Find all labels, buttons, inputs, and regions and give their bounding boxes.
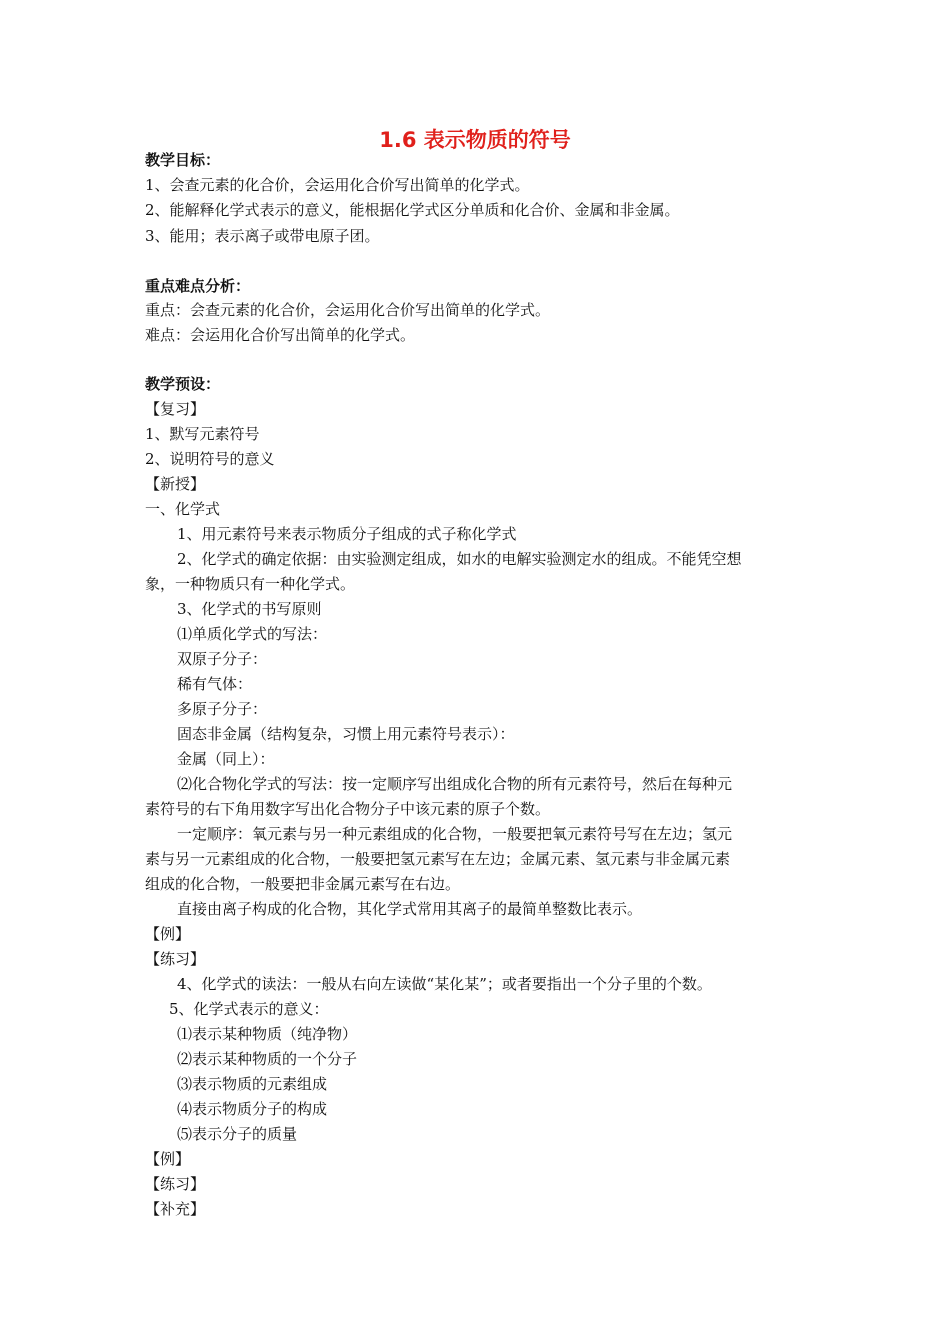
meaning-item: ⑵表示某种物质的一个分子 <box>177 1050 358 1068</box>
review-tag: 【复习】 <box>145 400 206 418</box>
paragraph-continued: 组成的化合物，一般要把非金属元素写在右边。 <box>145 875 461 893</box>
page-title: 1.6 表示物质的符号 <box>379 128 571 152</box>
example-tag: 【例】 <box>145 925 191 943</box>
example-tag: 【例】 <box>145 1150 191 1168</box>
blank-item: 金属（同上）： <box>177 750 275 768</box>
supplement-tag: 【补充】 <box>145 1200 206 1218</box>
paragraph: 1、用元素符号来表示物质分子组成的式子称化学式 <box>177 525 517 543</box>
objective-item: 1、会查元素的化合价，会运用化合价写出简单的化学式。 <box>145 176 530 194</box>
paragraph: 4、化学式的读法：一般从右向左读做“某化某”；或者要指出一个分子里的个数。 <box>177 975 712 993</box>
paragraph: 5、化学式表示的意义： <box>169 1000 329 1018</box>
blank-item: 双原子分子： <box>177 650 268 668</box>
meaning-item: ⑶表示物质的元素组成 <box>177 1075 328 1093</box>
sub-point: ⑵化合物化学式的写法：按一定顺序写出组成化合物的所有元素符号，然后在每种元 <box>177 775 733 793</box>
objectives-heading: 教学目标： <box>145 151 221 169</box>
blank-item: 固态非金属（结构复杂，习惯上用元素符号表示）： <box>177 725 515 743</box>
paragraph-continued: 素与另一元素组成的化合物，一般要把氢元素写在左边；金属元素、氢元素与非金属元素 <box>145 850 731 868</box>
analysis-heading: 重点难点分析： <box>145 277 251 295</box>
sub-point: ⑴单质化学式的写法： <box>177 625 328 643</box>
blank-item: 多原子分子： <box>177 700 268 718</box>
paragraph-continued: 象，一种物质只有一种化学式。 <box>145 575 356 593</box>
practice-tag: 【练习】 <box>145 950 206 968</box>
paragraph: 一定顺序：氧元素与另一种元素组成的化合物，一般要把氧元素符号写在左边；氢元 <box>177 825 733 843</box>
key-point: 重点：会查元素的化合价，会运用化合价写出简单的化学式。 <box>145 301 551 319</box>
paragraph-continued: 素符号的右下角用数字写出化合物分子中该元素的原子个数。 <box>145 800 551 818</box>
difficulty-point: 难点：会运用化合价写出简单的化学式。 <box>145 326 416 344</box>
review-item: 2、说明符号的意义 <box>145 450 275 468</box>
blank-item: 稀有气体： <box>177 675 253 693</box>
objective-item: 2、能解释化学式表示的意义，能根据化学式区分单质和化合价、金属和非金属。 <box>145 201 680 219</box>
paragraph: 2、化学式的确定依据：由实验测定组成，如水的电解实验测定水的组成。不能凭空想 <box>177 550 742 568</box>
review-item: 1、默写元素符号 <box>145 425 260 443</box>
paragraph: 直接由离子构成的化合物，其化学式常用其离子的最简单整数比表示。 <box>177 900 643 918</box>
section-heading: 一、化学式 <box>145 500 221 518</box>
new-lesson-tag: 【新授】 <box>145 475 206 493</box>
meaning-item: ⑷表示物质分子的构成 <box>177 1100 328 1118</box>
objective-item: 3、能用；表示离子或带电原子团。 <box>145 227 380 245</box>
meaning-item: ⑴表示某种物质（纯净物） <box>177 1025 358 1043</box>
design-heading: 教学预设： <box>145 375 221 393</box>
paragraph: 3、化学式的书写原则 <box>177 600 322 618</box>
practice-tag: 【练习】 <box>145 1175 206 1193</box>
meaning-item: ⑸表示分子的质量 <box>177 1125 298 1143</box>
